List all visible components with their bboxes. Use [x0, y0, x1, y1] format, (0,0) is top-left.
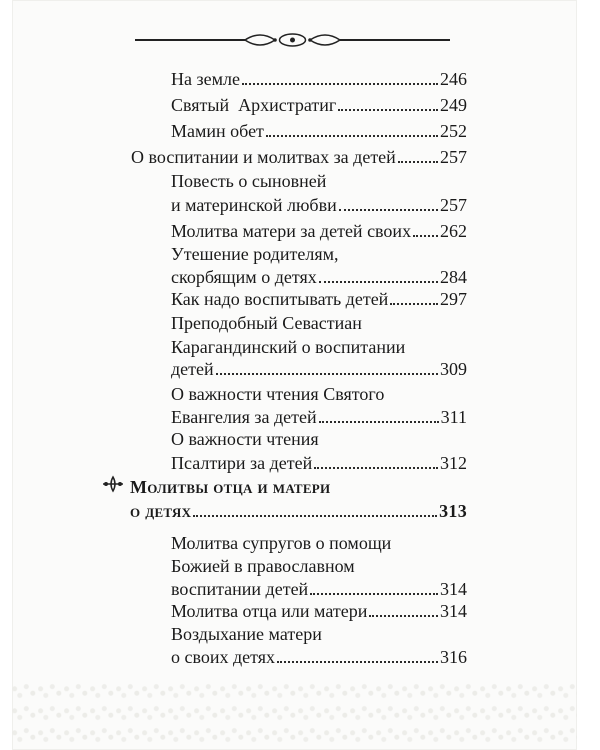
toc-entry-title: и материнской любви: [171, 195, 337, 215]
toc-entry[interactable]: [171, 120, 467, 142]
toc-entry[interactable]: [171, 600, 467, 622]
toc-entry-page: 284: [440, 267, 467, 287]
toc-leader: [390, 302, 438, 305]
toc-entry-title: О воспитании и молитвах за детей: [131, 147, 396, 167]
flourish-icon: [101, 474, 125, 494]
toc-entry[interactable]: [171, 646, 467, 668]
toc-entry-page: 314: [440, 579, 467, 599]
toc-entry-title-line: Преподобный Севастиан: [171, 313, 362, 333]
toc-entry[interactable]: [171, 358, 467, 380]
toc-entry[interactable]: [171, 406, 467, 428]
toc-entry-title-line: О важности чтения Святого: [171, 384, 385, 404]
toc-entry[interactable]: [131, 146, 467, 168]
toc-leader: [314, 466, 438, 469]
toc-entry-page: 246: [440, 69, 467, 89]
toc-entry[interactable]: [171, 578, 467, 600]
toc-entry-page: 314: [440, 601, 467, 621]
toc-entry-page: 309: [440, 359, 467, 379]
toc-leader: [413, 234, 438, 237]
toc-leader: [398, 160, 438, 163]
toc-entry-title-line: Божией в православном: [171, 556, 355, 576]
toc-leader: [369, 614, 438, 617]
toc-entry-page: 249: [440, 95, 467, 115]
toc-leader: [319, 280, 438, 283]
toc-entry-page: 316: [440, 647, 467, 667]
toc-leader: [277, 660, 438, 663]
header-ornament-icon: [135, 30, 450, 50]
toc-leader: [193, 514, 437, 517]
toc-entry-title-line: Воздыхание матери: [171, 624, 322, 644]
toc-leader: [310, 592, 438, 595]
toc-entry-title: Евангелия за детей: [171, 407, 317, 427]
toc-entry[interactable]: [171, 68, 467, 90]
toc-entry-title: На земле: [171, 69, 240, 89]
toc-entry-title: Как надо воспитывать детей: [171, 289, 389, 309]
toc-entry-page: 257: [440, 147, 467, 167]
toc-entry-title: Псалтири за детей: [171, 453, 313, 473]
toc-entry-title: о своих детях: [171, 647, 276, 667]
toc-section-title-line: Молитвы отца и матери: [130, 477, 331, 497]
toc-entry[interactable]: [171, 94, 467, 116]
toc-entry-title: детей: [171, 359, 214, 379]
paper-texture: [12, 680, 577, 750]
toc-leader: [339, 208, 438, 211]
toc-section-page: 313: [439, 501, 467, 521]
toc-entry-title: Святый Архистратиг: [171, 95, 337, 115]
toc-leader: [216, 372, 438, 375]
toc-entry-title: Молитва отца или матери: [171, 601, 368, 621]
toc-entry-title-line: Карагандинский о воспитании: [171, 337, 406, 357]
toc-entry[interactable]: [171, 288, 467, 310]
toc-entry[interactable]: [171, 194, 467, 216]
toc-leader: [319, 420, 439, 423]
toc-leader: [242, 82, 438, 85]
toc-entry-title: воспитании детей: [171, 579, 309, 599]
toc-entry[interactable]: [171, 452, 467, 474]
toc-entry-title-line: Утешение родителям,: [171, 244, 339, 264]
toc-entry-page: 257: [440, 195, 467, 215]
toc-entry[interactable]: [171, 220, 467, 242]
toc-entry-page: 252: [440, 121, 467, 141]
toc-entry-title-line: Повесть о сыновней: [171, 171, 327, 191]
toc-leader: [266, 134, 438, 137]
toc-entry-page: 311: [440, 407, 467, 427]
toc-entry-page: 312: [440, 453, 467, 473]
toc-entry-title: Молитва матери за детей своих: [171, 221, 412, 241]
toc-entry-title: Мамин обет: [171, 121, 264, 141]
toc-section-entry[interactable]: [130, 500, 467, 522]
toc-entry[interactable]: [171, 266, 467, 288]
toc-entry-title: скорбящим о детях: [171, 267, 317, 287]
toc-entry-title-line: Молитва супругов о помощи: [171, 533, 392, 553]
toc-entry-title-line: О важности чтения: [171, 429, 319, 449]
toc-entry-page: 297: [440, 289, 467, 309]
toc-leader: [338, 108, 438, 111]
toc-section-title: о детях: [130, 501, 192, 521]
toc-entry-page: 262: [440, 221, 467, 241]
